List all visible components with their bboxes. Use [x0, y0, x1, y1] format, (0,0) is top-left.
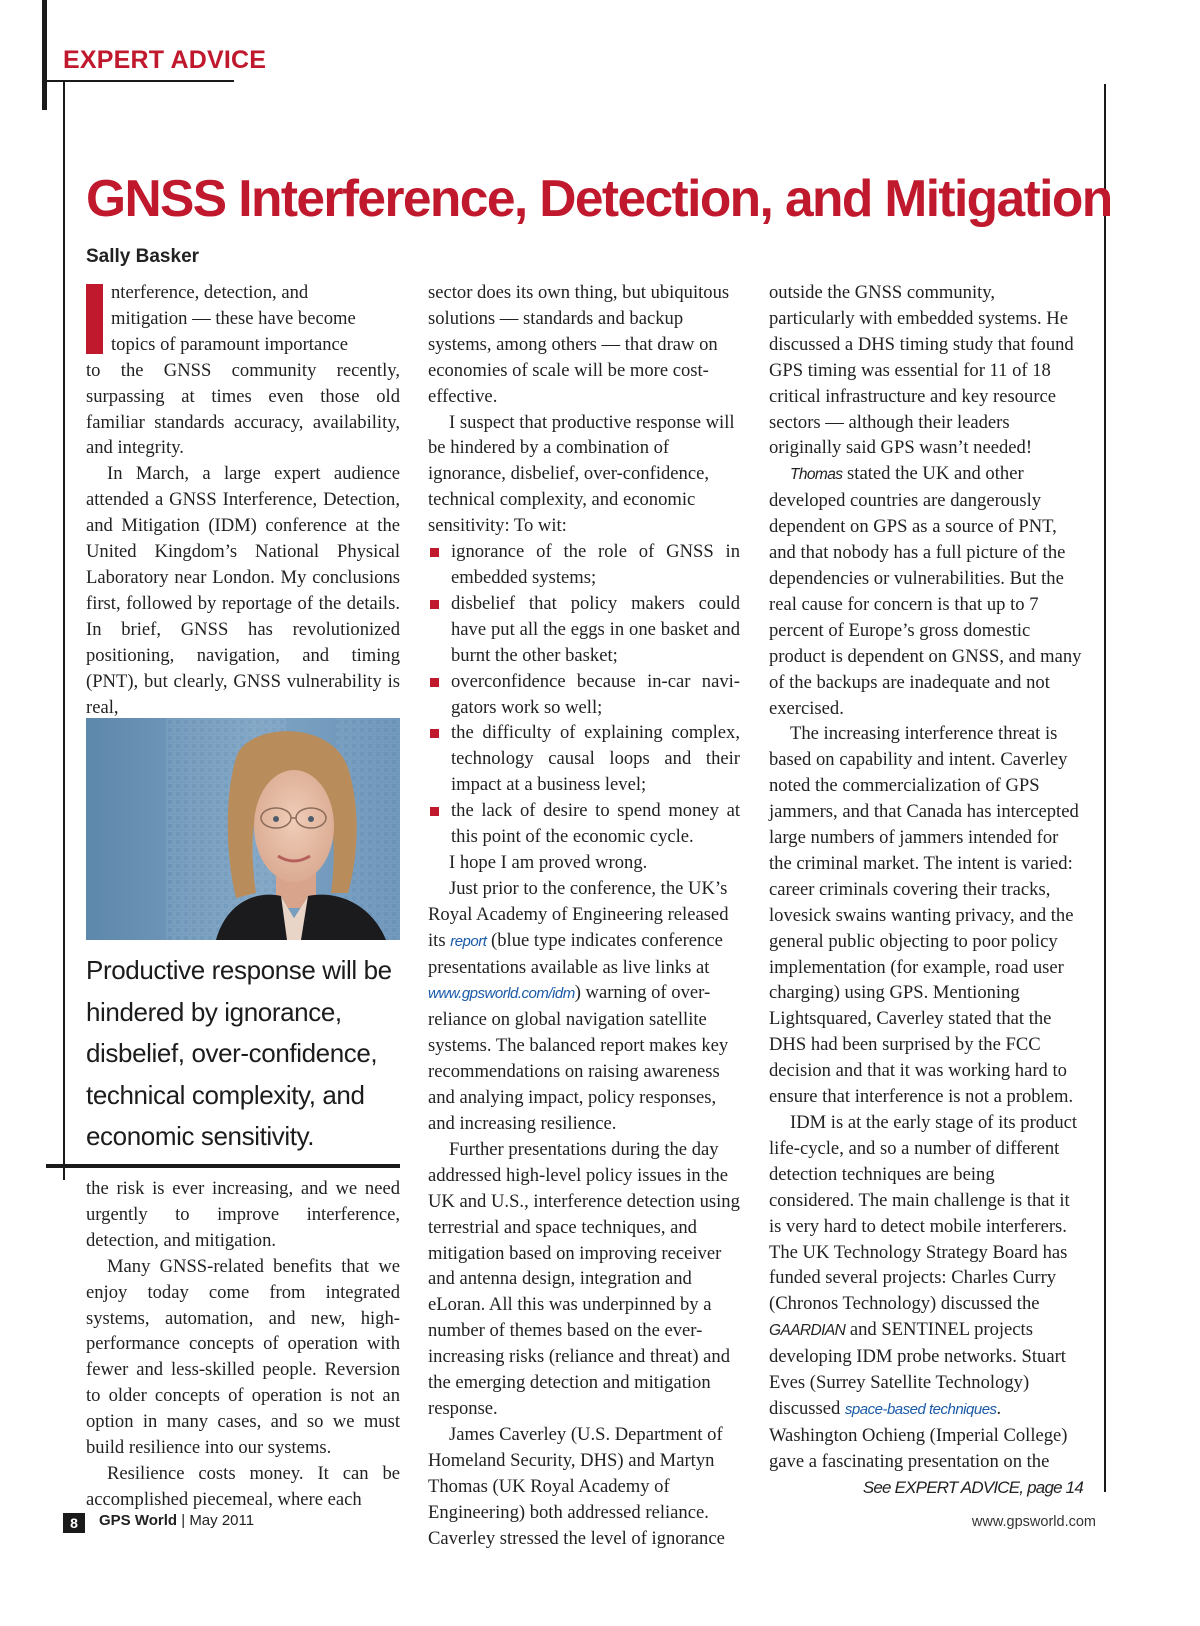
drop-cap-line: topics of paramount importance [111, 333, 348, 355]
paragraph: I suspect that productive response will be hindered by a combination of ignorance, disbelief, over-confidence, technical complexity, and economic sensitivity: To wit: [428, 411, 735, 537]
paragraph: The increasing interference threat is based on capability and intent. Caverley noted the commercialization of GPS jammers, and that Canada has intercepted large numbers of jammers intended for the criminal market. The intent is varied: career criminals covering their tracks, lovesick swains wanting privacy, and the general public objecting to poor policy implementation (for example, road user charging) using GPS. Mentioning Lightsquared, Caverley stated that the DHS had been surprised by the FCC decision and that it was working hard to ensure that interference is not a problem. [769, 723, 1079, 1108]
bullet-item [428, 591, 740, 669]
space-based-techniques-link[interactable]: space-based techniques [844, 1400, 997, 1418]
paragraph [428, 876, 740, 1137]
page-number: 8 [63, 1513, 85, 1533]
bullet-text: ignorance of the role of GNSS in embedded systems; [451, 541, 740, 588]
bullet-text: the lack of desire to spend money at this point of the economic cycle. [451, 800, 740, 848]
paragraph: Resilience costs money. It can be accomplished piecemeal, where each [86, 1462, 400, 1510]
paragraph: In March, a large expert audience attended a GNSS Interference, Detection, and Mitigation (IDM) conference at the United Kingdom’s National Physical Laboratory near London. My conclusions first, followed by reportage of the details. In brief, GNSS has revolutionized positioning, navigation, and timing (PNT), but clearly, GNSS vulnerability is real, [86, 463, 400, 718]
section-label: EXPERT ADVICE [63, 46, 267, 74]
column-3 [769, 280, 1083, 1501]
pull-quote-rule [46, 1164, 400, 1168]
text-run: stated the UK and other developed countries are dangerously dependent on GPS as a source of PNT, and that nobody has a full picture of the dependencies or vulnerabilities. But the real cause for concern is that up to 7 percent of Europe’s gross domestic product is dependent on GNSS, and many of the backups are inadequate and not exercised. [769, 463, 1082, 719]
bullet-item [428, 539, 740, 591]
drop-cap-line: mitigation — these have become [111, 307, 356, 329]
text-run: (blue type indicates conference presentations available as live links at [428, 929, 723, 978]
bullet-item [428, 669, 740, 721]
paragraph: Further presentations during the day addressed high-level policy issues in the UK and U.S., interference detection using terrestrial and space techniques, and mitigation based on improving receiver and antenna design, integration and eLoran. All this was underpinned by a number of themes based on the ever-increasing risks (reliance and threat) and the emerging detection and mitigation response. [428, 1138, 740, 1419]
paragraph: I hope I am proved wrong. [449, 851, 648, 873]
bullet-item [428, 720, 740, 798]
drop-cap-block [86, 280, 400, 358]
paragraph [769, 461, 1083, 721]
footer-url-link[interactable]: www.gpsworld.com [971, 1514, 1096, 1530]
paragraph: Many GNSS-related benefits that we enjoy today come from integrated systems, automation, and new, high-performance concepts of operation with fewer and less-skilled people. Reversion to older concepts of operation is not an option in many cases, and so we must build resilience into our systems. [86, 1255, 400, 1459]
footer-publication [99, 1512, 254, 1529]
text-run: ) warning of over-reliance on global navigation satellite systems. The balanced report makes key recommendations on raising awareness and analying impact, policy responses, and increasing resilience. [428, 982, 729, 1134]
bullet-square-icon [430, 729, 439, 738]
paragraph: James Caverley (U.S. Department of Homeland Security, DHS) and Martyn Thomas (UK Royal Academy of Engineering) both addressed reliance. Caverley stressed the level of ignorance [428, 1423, 725, 1549]
footer-separator: | [181, 1512, 186, 1529]
paragraph: the risk is ever increasing, and we need urgently to improve interference, detection, and mitigation. [86, 1178, 400, 1251]
top-left-vertical-rule [42, 0, 47, 110]
bullet-item [428, 798, 740, 850]
bullet-text: disbelief that policy makers could have put all the eggs in one basket and burnt the other basket; [451, 592, 740, 666]
paragraph: sector does its own thing, but ubiquitous solutions — standards and backup systems, among others — that draw on economies of scale will be more cost-effective. [428, 282, 730, 407]
paragraph: to the GNSS community recently, surpassing at times even those old familiar standards accuracy, availability, and integrity. [86, 359, 400, 459]
issue-date: May 2011 [189, 1512, 255, 1529]
portrait-photo [86, 718, 400, 940]
text-run: IDM is at the early stage of its product life-cycle, and so a number of different detection techniques are being considered. The main challenge is that it is very hard to detect mobile interferers. The UK Technology Strategy Board has funded several projects: Charles Curry (Chronos Technology) discussed the [769, 1112, 1078, 1315]
bullet-square-icon [430, 548, 439, 557]
bullet-square-icon [430, 600, 439, 609]
thomas-link[interactable]: Thomas [790, 466, 843, 484]
drop-cap-line: nterference, detection, and [111, 282, 309, 303]
bullet-square-icon [430, 678, 439, 687]
pull-quote: Productive response will be hindered by ignorance, disbelief, over-confidence, technical complexity, and economic sensitivity. [86, 955, 392, 1151]
left-frame-rule [63, 80, 65, 1180]
paragraph: outside the GNSS community, particularly with embedded systems. He discussed a DHS timing study that found GPS timing was essential for 11 of 18 critical infrastructure and key resource sectors — although their leaders originally said GPS wasn’t needed! [769, 282, 1074, 459]
text-run: Just prior to the conference, the UK’s Royal Academy of Engineering released its [428, 877, 729, 951]
column-1-top [86, 280, 400, 720]
column-2 [428, 280, 740, 1551]
gaardian-link[interactable]: GAARDIAN [769, 1322, 846, 1340]
paragraph [769, 1110, 1083, 1475]
bullet-square-icon [430, 807, 439, 816]
byline: Sally Basker [86, 246, 200, 267]
continued-reference: See EXPERT ADVICE, page 14 [862, 1477, 1083, 1497]
text-run: . Washington Ochieng (Imperial College) gave a fascinating presentation on the [769, 1397, 1068, 1472]
column-1-bottom [86, 1176, 400, 1513]
headline: GNSS Interference, Detection, and Mitigation [86, 169, 1112, 227]
header-underline-rule [42, 80, 234, 82]
text-run: and SENTINEL projects developing IDM probe networks. Stuart Eves (Surrey Satellite Technology) discussed [769, 1319, 1066, 1419]
bullet-list [428, 539, 740, 850]
report-link[interactable]: report [450, 932, 487, 950]
idm-url-link[interactable]: www.gpsworld.com/idm [428, 985, 575, 1003]
bullet-text: the difficulty of explaining complex, technology causal loops and their impact at a business level; [451, 722, 740, 796]
right-frame-rule [1104, 84, 1106, 1492]
bullet-text: overconfidence because in-car navi-gators work so well; [451, 670, 740, 718]
publication-name: GPS World [99, 1512, 178, 1529]
drop-cap [86, 284, 103, 354]
